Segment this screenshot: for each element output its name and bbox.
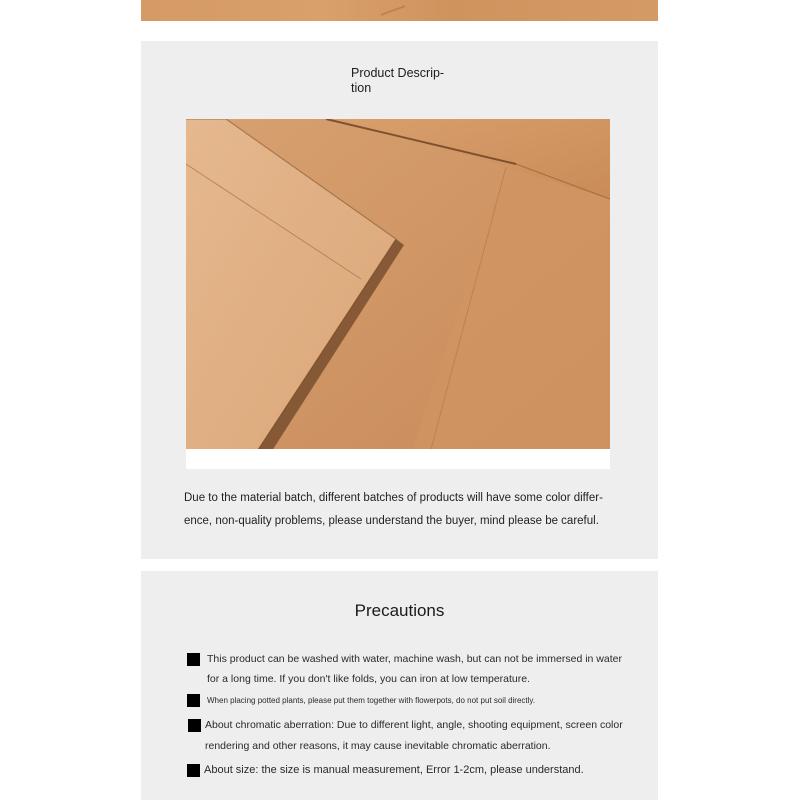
precautions-title: Precautions <box>354 601 445 620</box>
square-bullet-icon <box>187 653 200 666</box>
top-product-photo-strip <box>141 0 658 21</box>
precaution-text: About size: the size is manual measurement, Error 1-2cm, please understand. <box>204 764 584 776</box>
square-bullet-icon <box>187 764 200 777</box>
product-description-panel <box>141 41 658 559</box>
kraft-paper-folds <box>186 119 610 468</box>
square-bullet-icon <box>187 694 200 707</box>
precaution-text: About chromatic aberration: Due to different light, angle, shooting equipment, screen color rendering and other reasons, it may cause inevitable chromatic aberration. <box>205 719 623 752</box>
precaution-text: This product can be washed with water, machine wash, but can not be immersed in water for a long time. If you don't like folds, you can iron at low temperature. <box>207 653 622 685</box>
precautions-panel <box>141 571 658 800</box>
product-description-text: Due to the material batch, different batches of products will have some color differ-ence, non-quality problems, please understand the buyer, mind please be careful. <box>184 492 603 527</box>
square-bullet-icon <box>188 719 201 732</box>
precaution-text: When placing potted plants, please put them together with flowerpots, do not put soil directly. <box>207 696 536 705</box>
kraft-paper-photo <box>186 119 610 468</box>
product-description-title: Product Descrip- tion <box>351 66 445 95</box>
photo-bottom-margin <box>186 449 610 469</box>
